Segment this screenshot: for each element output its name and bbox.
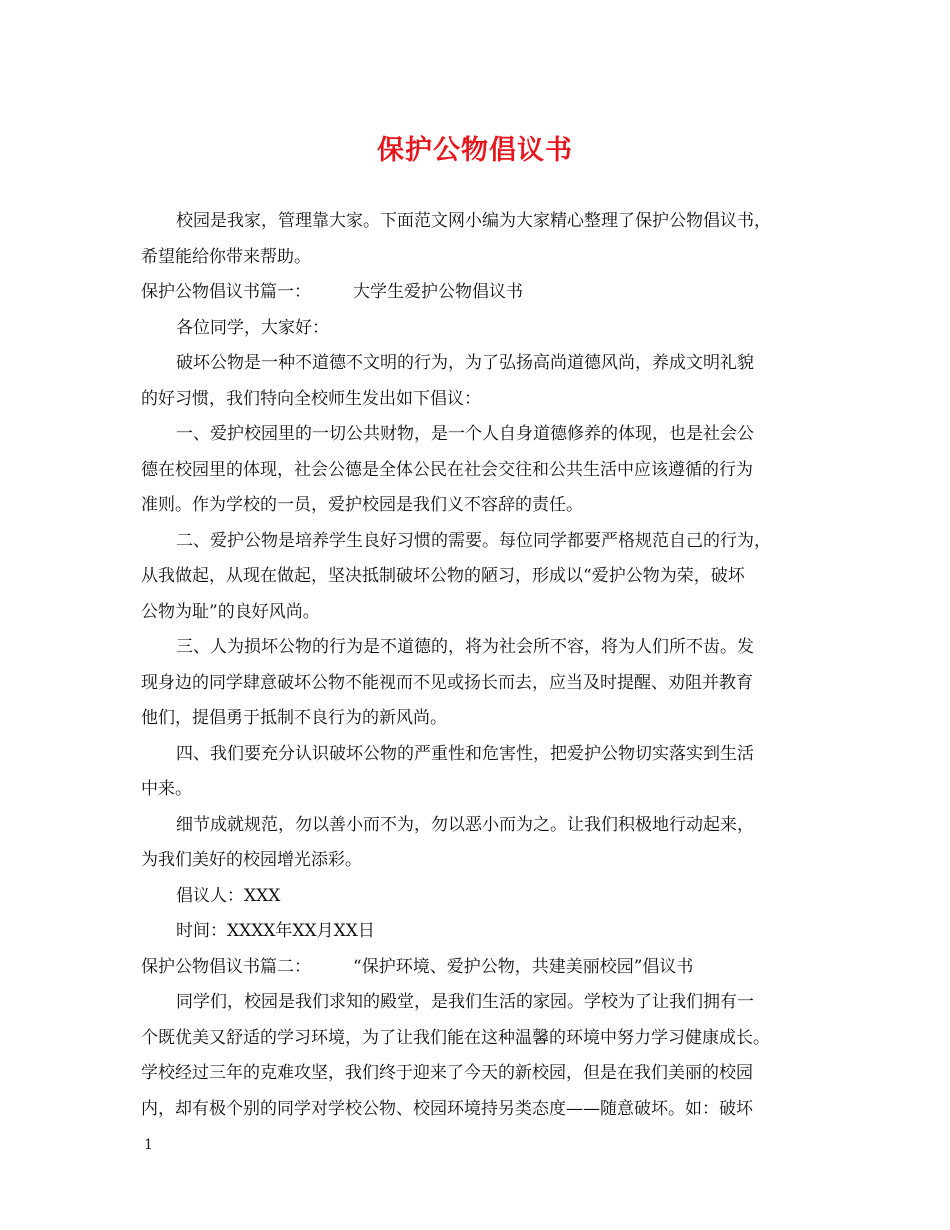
- paragraph-line: 公物为耻”的良好风尚。: [141, 601, 320, 622]
- section-label: 保护公物倡议书篇一：: [141, 282, 311, 302]
- signer: 倡议人：XXX: [176, 885, 281, 906]
- paragraph-line: 三、人为损坏公物的行为是不道德的，将为社会所不容，将为人们所不齿。发: [176, 637, 754, 657]
- date: 时间：XXXX年XX月XX日: [176, 921, 375, 941]
- paragraph-line: 的好习惯，我们特向全校师生发出如下倡议：: [141, 388, 481, 409]
- section-subtitle: 大学生爱护公物倡议书: [353, 282, 523, 302]
- paragraph-line: 二、爱护公物是培养学生良好习惯的需要。每位同学都要严格规范自己的行为，: [176, 530, 771, 551]
- section-heading-2: [141, 950, 821, 986]
- section-heading-1: [141, 275, 821, 311]
- paragraph-line: 内，却有极个别的同学对学校公物、校园环境持另类态度——随意破坏。如：破坏: [141, 1098, 753, 1119]
- document-body: [141, 204, 821, 1127]
- section-label: 保护公物倡议书篇二：: [141, 956, 311, 977]
- page-number: 1: [144, 1137, 153, 1153]
- paragraph-line: 中来。: [141, 779, 192, 799]
- document-title: 保护公物倡议书: [377, 135, 573, 166]
- paragraph-line: 四、我们要充分认识破坏公物的严重性和危害性，把爱护公物切实落实到生活: [176, 743, 754, 764]
- paragraph-line: 一、爱护校园里的一切公共财物，是一个人自身道德修养的体现，也是社会公: [176, 424, 754, 444]
- paragraph-line: 现身边的同学肆意破坏公物不能视而不见或扬长而去，应当及时提醒、劝阻并教育: [141, 672, 753, 693]
- paragraph-line: 学校经过三年的克难攻坚，我们终于迎来了今天的新校园，但是在我们美丽的校园: [141, 1063, 753, 1083]
- paragraph-line: 为我们美好的校园增光添彩。: [141, 850, 362, 870]
- paragraph-line: 破坏公物是一种不道德不文明的行为，为了弘扬高尚道德风尚，养成文明礼貌: [176, 353, 754, 373]
- paragraph-line: 他们，提倡勇于抵制不良行为的新风尚。: [141, 708, 447, 728]
- section-subtitle: “保护环境、爱护公物，共建美丽校园”倡议书: [353, 956, 694, 977]
- paragraph-line: 德在校园里的体现，社会公德是全体公民在社会交往和公共生活中应该遵循的行为: [141, 459, 753, 480]
- paragraph-line: 准则。作为学校的一员，爱护校园是我们义不容辞的责任。: [141, 495, 583, 515]
- paragraph-line: 同学们，校园是我们求知的殿堂，是我们生活的家园。学校为了让我们拥有一: [176, 992, 754, 1012]
- paragraph-line: 个既优美又舒适的学习环境，为了让我们能在这种温馨的环境中努力学习健康成长。: [141, 1027, 770, 1048]
- greeting: 各位同学，大家好：: [176, 317, 329, 338]
- intro-line: 希望能给你带来帮助。: [141, 246, 311, 267]
- intro-line: 校园是我家，管理靠大家。下面范文网小编为大家精心整理了保护公物倡议书，: [176, 211, 771, 231]
- paragraph-line: 细节成就规范，勿以善小而不为，勿以恶小而为之。让我们积极地行动起来，: [176, 814, 754, 835]
- paragraph-line: 从我做起，从现在做起，坚决抵制破坏公物的陋习，形成以“爱护公物为荣，破坏: [141, 566, 745, 586]
